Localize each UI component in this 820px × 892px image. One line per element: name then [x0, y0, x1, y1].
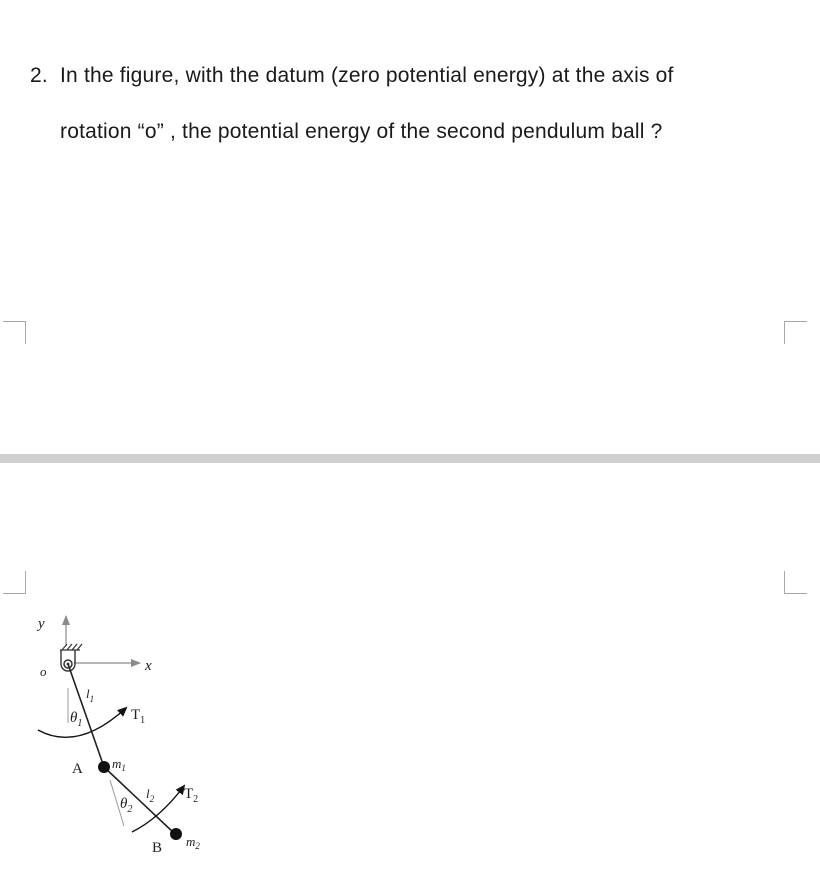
question-text-1: In the figure, with the datum (zero potential energy) at the axis of — [60, 64, 674, 87]
question-number: 2. — [30, 64, 48, 87]
x-axis-label: x — [145, 658, 152, 674]
mass-m2-ball — [170, 828, 182, 840]
torque-t1-label: $T_1$ — [131, 707, 146, 726]
page-separator — [0, 454, 820, 463]
rod-1-length-label: $l_1$ — [86, 686, 95, 704]
page-corner-mark-bottom-left — [3, 571, 26, 594]
page-corner-mark-top-left — [3, 321, 26, 344]
torque-t2-label: $T_2$ — [184, 786, 199, 805]
rod-2 — [104, 767, 175, 834]
double-pendulum-figure — [0, 600, 260, 892]
mass-m1-ball — [98, 761, 110, 773]
page-corner-mark-bottom-right — [784, 571, 807, 594]
angle-theta-2-label: $\theta_2$ — [120, 796, 133, 815]
y-axis-label: y — [38, 616, 45, 632]
question-line-1 — [30, 64, 790, 88]
point-a-label: A — [72, 761, 83, 777]
point-b-label: B — [152, 840, 163, 856]
angle-theta-1-label: $\theta_1$ — [70, 710, 83, 729]
mass-m2-label: $m_2$ — [186, 834, 200, 851]
torque-t2-arrow — [132, 786, 184, 832]
ceiling-support-hatch — [60, 644, 82, 650]
mass-m1-label: $m_1$ — [112, 756, 126, 773]
origin-label: o — [40, 664, 47, 679]
page-corner-mark-top-right — [784, 321, 807, 344]
question-line-2: rotation “o” , the potential energy of the second pendulum ball ? — [60, 120, 663, 143]
rod-2-length-label: $l_2$ — [146, 786, 155, 804]
double-pendulum-diagram — [0, 600, 260, 892]
